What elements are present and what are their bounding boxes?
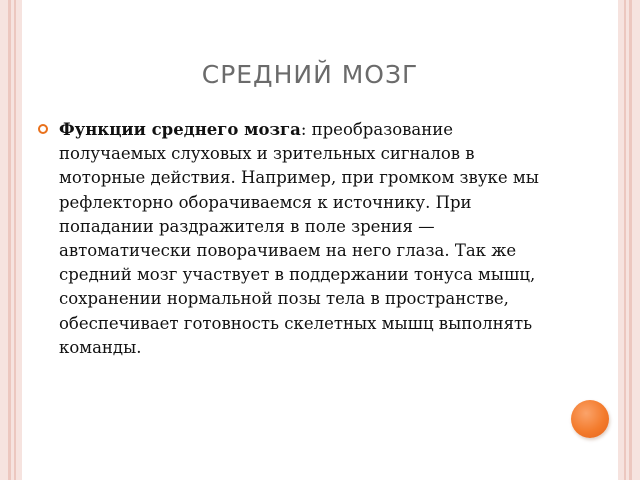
right-band-line [624, 0, 626, 480]
bullet-bold-lead: Функции среднего мозга [59, 120, 301, 139]
orange-circle-decoration [571, 400, 609, 438]
slide-title: СРЕДНИЙ МОЗГ [201, 60, 419, 89]
bullet-text [59, 118, 558, 360]
ring-bullet-icon [38, 124, 48, 134]
bullet-body: : преобразование получаемых слуховых и зрительных сигналов в моторные действия. Например, при громком звуке мы рефлекторно оборачиваемся к источнику. При попадании раздражителя в поле зрения — автоматически поворачиваем на него глаза. Так же средний мозг участвует в поддержании тонуса мышц, сохранении нормальной позы тела в пространстве, обеспечивает готовность скелетных мышц выполнять команды. [59, 120, 539, 357]
bullet-item [38, 118, 558, 360]
right-band-line [629, 0, 632, 480]
